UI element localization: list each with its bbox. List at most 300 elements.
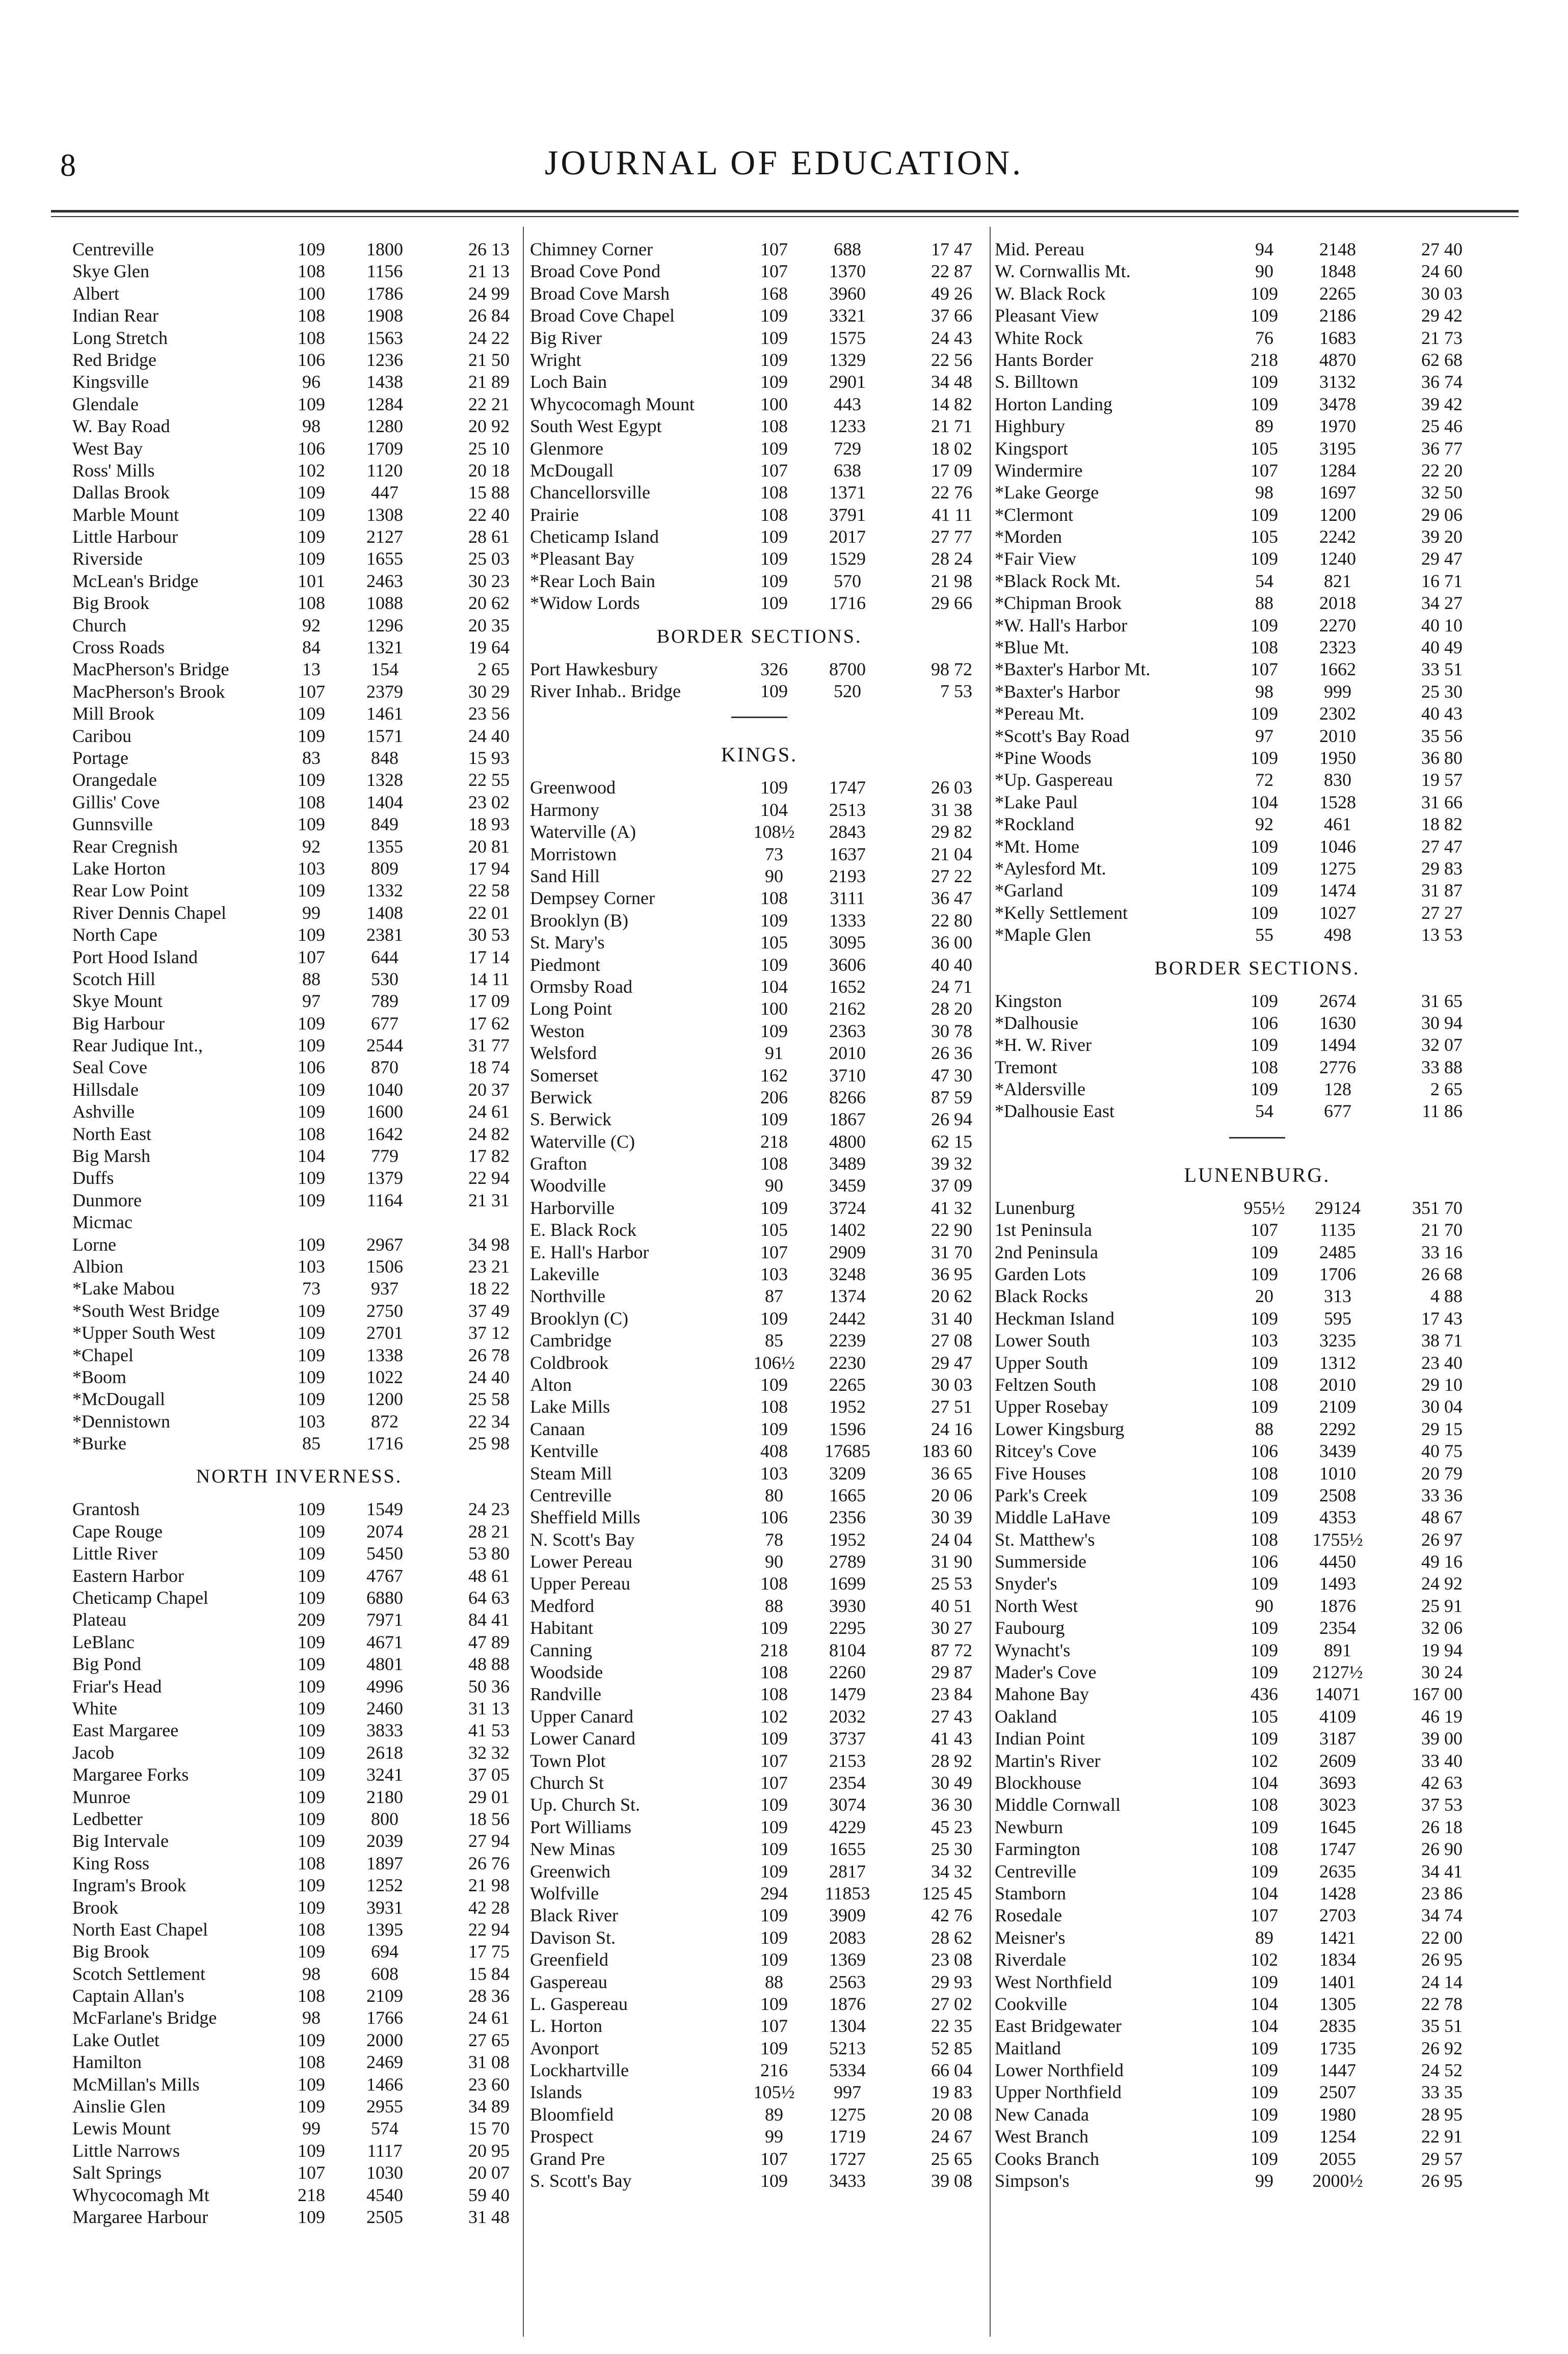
- assessment-value: 1022: [366, 1366, 403, 1387]
- table-row: [72, 1653, 526, 1675]
- assessment-value: 2148: [1319, 239, 1356, 259]
- acres-value: 107: [760, 1241, 788, 1262]
- section-name: *Baxter's Harbor Mt.: [995, 659, 1151, 680]
- acres-value: 101: [298, 570, 325, 591]
- acres-value: 109: [1251, 504, 1278, 525]
- table-row: [530, 998, 989, 1020]
- section-name: Upper South: [995, 1352, 1088, 1373]
- table-row: [72, 239, 526, 260]
- table-row: [72, 1676, 526, 1698]
- assessment-value: 688: [834, 239, 861, 259]
- assessment-value: 4450: [1319, 1551, 1356, 1572]
- amount-value: 36 65: [931, 1463, 972, 1484]
- acres-value: 105: [760, 932, 788, 953]
- section-name: East Margaree: [72, 1720, 179, 1741]
- amount-value: 26 92: [1421, 2038, 1463, 2058]
- table-row: [530, 2081, 989, 2103]
- acres-value: 109: [298, 1897, 325, 1918]
- assessment-value: 29124: [1315, 1197, 1361, 1218]
- table-row: [995, 769, 1520, 791]
- section-name: Cape Rouge: [72, 1521, 163, 1542]
- table-row: [72, 1278, 526, 1300]
- section-heading: LUNENBURG.: [1184, 1163, 1331, 1186]
- amount-value: 32 32: [468, 1742, 510, 1763]
- assessment-value: 2460: [366, 1698, 403, 1718]
- amount-value: 21 98: [931, 570, 972, 591]
- amount-value: 34 41: [1421, 1861, 1463, 1882]
- section-name: River Inhab.. Bridge: [530, 681, 681, 702]
- section-name: Lower Canard: [530, 1728, 635, 1749]
- amount-value: 20 62: [931, 1286, 972, 1307]
- amount-value: 28 20: [931, 998, 972, 1019]
- table-row: [995, 791, 1520, 813]
- amount-value: 48 88: [468, 1654, 510, 1675]
- acres-value: 109: [1251, 2104, 1278, 2125]
- section-name: Greenfield: [530, 1949, 608, 1970]
- acres-value: 106: [1251, 1551, 1278, 1572]
- amount-value: 14 11: [469, 968, 510, 989]
- acres-value: 88: [1255, 593, 1273, 614]
- section-name: McMillan's Mills: [72, 2074, 200, 2095]
- table-column-1: [72, 239, 526, 2228]
- acres-value: 109: [1251, 1573, 1278, 1594]
- section-name: Summerside: [995, 1551, 1086, 1572]
- table-row: [995, 1374, 1520, 1396]
- section-name: Greenwood: [530, 777, 616, 798]
- table-row: [995, 548, 1520, 570]
- table-row: [530, 1971, 989, 1993]
- assessment-value: 779: [371, 1146, 398, 1167]
- amount-value: 29 87: [931, 1662, 972, 1683]
- table-row: [530, 954, 989, 976]
- table-row: [72, 1056, 526, 1078]
- acres-value: 108: [1251, 1374, 1278, 1395]
- amount-value: 52 85: [931, 2038, 972, 2058]
- acres-value: 91: [765, 1043, 783, 1064]
- section-name: Welsford: [530, 1043, 597, 1064]
- section-name: Grantosh: [72, 1499, 140, 1520]
- amount-value: 30 49: [931, 1773, 972, 1793]
- assessment-value: 1834: [1319, 1949, 1356, 1970]
- assessment-value: 729: [834, 438, 861, 459]
- amount-value: 13 53: [1421, 924, 1463, 945]
- table-row: [995, 1949, 1520, 1971]
- section-name: Feltzen South: [995, 1374, 1096, 1395]
- section-name: Middle LaHave: [995, 1507, 1110, 1528]
- acres-value: 108: [760, 504, 788, 525]
- amount-value: 41 32: [931, 1197, 972, 1218]
- section-name: Indian Point: [995, 1728, 1085, 1749]
- assessment-value: 2635: [1319, 1861, 1356, 1882]
- assessment-value: 2363: [829, 1020, 866, 1041]
- assessment-value: 1200: [366, 1389, 403, 1410]
- table-row: [530, 371, 989, 393]
- column-divider: [990, 227, 991, 2337]
- amount-value: 18 02: [931, 438, 972, 459]
- table-row: [72, 1565, 526, 1587]
- assessment-value: 1494: [1319, 1035, 1356, 1055]
- table-row: [72, 2162, 526, 2184]
- section-name: McDougall: [530, 460, 614, 481]
- acres-value: 104: [1251, 1993, 1278, 2014]
- table-row: [995, 1440, 1520, 1462]
- section-name: Rear Judique Int.,: [72, 1035, 203, 1056]
- table-row: [995, 1396, 1520, 1418]
- section-name: N. Scott's Bay: [530, 1529, 635, 1550]
- amount-value: 36 77: [1421, 438, 1463, 459]
- assessment-value: 2843: [829, 822, 866, 842]
- assessment-value: 2270: [1319, 615, 1356, 636]
- table-row: [530, 1263, 989, 1285]
- acres-value: 108: [760, 1684, 788, 1705]
- page-number: 8: [60, 148, 76, 183]
- amount-value: 28 92: [931, 1750, 972, 1771]
- acres-value: 108: [760, 1662, 788, 1683]
- assessment-value: 17685: [825, 1441, 870, 1462]
- section-name: Martin's River: [995, 1750, 1101, 1771]
- assessment-value: 1379: [366, 1168, 403, 1188]
- assessment-value: 2302: [1319, 703, 1356, 724]
- acres-value: 78: [765, 1529, 783, 1550]
- section-name: *South West Bridge: [72, 1300, 220, 1321]
- amount-value: 62 68: [1421, 349, 1463, 370]
- table-row: [530, 865, 989, 887]
- table-row: [72, 526, 526, 548]
- assessment-value: 2000½: [1312, 2171, 1363, 2191]
- table-row: [530, 1463, 989, 1485]
- table-row: [72, 1941, 526, 1963]
- amount-value: 40 75: [1421, 1441, 1463, 1462]
- acres-value: 109: [760, 1197, 788, 1218]
- acres-value: 107: [298, 681, 325, 702]
- section-name: Lower South: [995, 1330, 1090, 1351]
- section-name: *Pleasant Bay: [530, 548, 634, 569]
- section-name: Highbury: [995, 416, 1065, 437]
- acres-value: 162: [760, 1065, 788, 1086]
- table-row: [995, 880, 1520, 902]
- table-row: [72, 438, 526, 460]
- acres-value: 104: [760, 799, 788, 820]
- acres-value: 109: [298, 548, 325, 569]
- section-name: Kingsport: [995, 438, 1068, 459]
- section-name: Gaspereau: [530, 1971, 607, 1992]
- acres-value: 109: [1251, 393, 1278, 414]
- table-row: [530, 438, 989, 460]
- assessment-value: 128: [1324, 1079, 1351, 1100]
- section-name: Ritcey's Cove: [995, 1441, 1097, 1462]
- amount-value: 29 82: [931, 822, 972, 842]
- section-name: St. Matthew's: [995, 1529, 1095, 1550]
- assessment-value: 3724: [829, 1197, 866, 1218]
- amount-value: 29 42: [1421, 305, 1463, 326]
- section-name: West Northfield: [995, 1971, 1112, 1992]
- amount-value: 37 66: [931, 305, 972, 326]
- amount-value: 29 15: [1421, 1418, 1463, 1439]
- acres-value: 108½: [753, 822, 795, 842]
- table-row: [995, 305, 1520, 327]
- amount-value: 21 31: [468, 1189, 510, 1210]
- table-row: [995, 1485, 1520, 1506]
- table-row: [995, 902, 1520, 924]
- acres-value: 109: [760, 1927, 788, 1948]
- acres-value: 408: [760, 1441, 788, 1462]
- assessment-value: 2242: [1319, 526, 1356, 547]
- section-name: Middle Cornwall: [995, 1794, 1121, 1815]
- amount-value: 20 62: [468, 593, 510, 614]
- acres-value: 109: [298, 1698, 325, 1718]
- acres-value: 109: [298, 1234, 325, 1255]
- table-row: [72, 1322, 526, 1344]
- acres-value: 98: [302, 416, 321, 437]
- assessment-value: 1329: [829, 349, 866, 370]
- amount-value: 26 95: [1421, 2171, 1463, 2191]
- table-row: [530, 1617, 989, 1639]
- table-row: [995, 1056, 1520, 1078]
- section-name: North East: [72, 1123, 151, 1144]
- table-row: [72, 791, 526, 813]
- section-name: *Dalhousie: [995, 1012, 1078, 1033]
- table-row: [530, 1993, 989, 2015]
- assessment-value: 3209: [829, 1463, 866, 1484]
- assessment-value: 1980: [1319, 2104, 1356, 2125]
- assessment-value: 2967: [366, 1234, 403, 1255]
- section-name: Hillsdale: [72, 1079, 139, 1100]
- table-row: [995, 482, 1520, 504]
- acres-value: 109: [1251, 1861, 1278, 1882]
- acres-value: 108: [1251, 1794, 1278, 1815]
- assessment-value: 2618: [366, 1742, 403, 1763]
- assessment-value: 1312: [1319, 1352, 1356, 1373]
- acres-value: 80: [765, 1485, 783, 1505]
- assessment-value: 3132: [1319, 372, 1356, 392]
- section-name: *Up. Gaspereau: [995, 770, 1113, 790]
- assessment-value: 6880: [366, 1588, 403, 1608]
- acres-value: 104: [1251, 2016, 1278, 2036]
- assessment-value: 2109: [366, 1986, 403, 2006]
- assessment-value: 4109: [1319, 1706, 1356, 1727]
- acres-value: 109: [298, 2074, 325, 2095]
- table-row: [530, 415, 989, 437]
- section-name: *Baxter's Harbor: [995, 681, 1120, 702]
- acres-value: 109: [298, 1189, 325, 1210]
- table-row: [995, 283, 1520, 305]
- section-name: Brooklyn (C): [530, 1308, 628, 1329]
- table-row: [72, 1742, 526, 1764]
- acres-value: 108: [298, 2052, 325, 2073]
- acres-value: 84: [302, 637, 321, 658]
- amount-value: 351 70: [1412, 1197, 1463, 1218]
- acres-value: 96: [302, 372, 321, 392]
- table-row: [72, 637, 526, 658]
- amount-value: 22 91: [1421, 2126, 1463, 2147]
- table-row: [530, 570, 989, 592]
- assessment-value: 1321: [366, 637, 403, 658]
- assessment-value: 461: [1324, 814, 1351, 835]
- acres-value: 92: [1255, 814, 1273, 835]
- section-name: Portage: [72, 747, 128, 768]
- section-name: Morristown: [530, 843, 617, 864]
- section-heading: KINGS.: [721, 743, 798, 766]
- assessment-value: 1571: [366, 725, 403, 746]
- table-row: [995, 1816, 1520, 1838]
- assessment-value: 1333: [829, 910, 866, 931]
- table-row: [530, 1883, 989, 1905]
- table-row: [530, 592, 989, 614]
- acres-value: 109: [760, 593, 788, 614]
- amount-value: 31 70: [931, 1241, 972, 1262]
- amount-value: 26 03: [931, 777, 972, 798]
- table-row: [530, 1927, 989, 1949]
- table-row: [530, 843, 989, 865]
- table-row: [72, 1498, 526, 1520]
- acres-value: 108: [298, 1986, 325, 2006]
- table-row: [995, 570, 1520, 592]
- section-name: 2nd Peninsula: [995, 1241, 1098, 1262]
- section-name: Hants Border: [995, 349, 1093, 370]
- assessment-value: 2039: [366, 1831, 403, 1852]
- assessment-value: 3235: [1319, 1330, 1356, 1351]
- acres-value: 108: [1251, 1056, 1278, 1077]
- amount-value: 37 49: [468, 1300, 510, 1321]
- section-name: Ormsby Road: [530, 976, 632, 997]
- table-row: [530, 1595, 989, 1617]
- section-name: *W. Hall's Harbor: [995, 615, 1128, 636]
- section-name: Cambridge: [530, 1330, 612, 1351]
- acres-value: 87: [765, 1286, 783, 1307]
- table-row: [72, 283, 526, 305]
- section-name: Northville: [530, 1286, 605, 1307]
- table-row: [995, 1241, 1520, 1263]
- table-row: [995, 1971, 1520, 1993]
- section-name: Lake Horton: [72, 858, 166, 879]
- table-row: [72, 592, 526, 614]
- table-row: [72, 1344, 526, 1366]
- table-row: [995, 2038, 1520, 2059]
- assessment-value: 1088: [366, 593, 403, 614]
- acres-value: 98: [302, 1963, 321, 1984]
- section-name: Windermire: [995, 460, 1083, 481]
- acres-value: 109: [1251, 880, 1278, 901]
- section-name: Big Marsh: [72, 1146, 150, 1167]
- assessment-value: 2817: [829, 1861, 866, 1882]
- amount-value: 24 82: [468, 1123, 510, 1144]
- amount-value: 26 84: [468, 305, 510, 326]
- assessment-value: 447: [371, 482, 398, 503]
- table-row: [72, 2007, 526, 2029]
- assessment-value: 1240: [1319, 548, 1356, 569]
- section-name: Cheticamp Chapel: [72, 1588, 208, 1608]
- assessment-value: 3693: [1319, 1773, 1356, 1793]
- acres-value: 107: [1251, 460, 1278, 481]
- acres-value: 109: [298, 1499, 325, 1520]
- amount-value: 17 09: [931, 460, 972, 481]
- assessment-value: 1747: [829, 777, 866, 798]
- table-row: [995, 1661, 1520, 1683]
- assessment-value: 3478: [1319, 393, 1356, 414]
- section-name: New Canada: [995, 2104, 1089, 2125]
- acres-value: 109: [760, 2038, 788, 2058]
- assessment-value: 2017: [829, 526, 866, 547]
- acres-value: 107: [760, 2148, 788, 2169]
- amount-value: 24 52: [1421, 2060, 1463, 2081]
- amount-value: 17 75: [468, 1941, 510, 1962]
- amount-value: 24 61: [468, 2007, 510, 2028]
- assessment-value: 1200: [1319, 504, 1356, 525]
- amount-value: 30 29: [468, 681, 510, 702]
- table-row: [72, 1897, 526, 1919]
- amount-value: 22 01: [468, 902, 510, 923]
- assessment-value: 8266: [829, 1087, 866, 1107]
- table-row: [530, 821, 989, 843]
- section-name: Scotch Hill: [72, 968, 155, 989]
- section-name: North West: [995, 1595, 1078, 1616]
- table-row: [530, 680, 989, 702]
- acres-value: 109: [298, 1521, 325, 1542]
- acres-value: 108: [298, 305, 325, 326]
- table-row: [530, 1330, 989, 1352]
- section-name: Kingsville: [72, 372, 149, 392]
- section-name: Little Narrows: [72, 2140, 180, 2161]
- amount-value: 32 06: [1421, 1618, 1463, 1638]
- assessment-value: 2127: [366, 526, 403, 547]
- table-row: [530, 2148, 989, 2170]
- acres-value: 109: [1251, 2082, 1278, 2103]
- amount-value: 36 80: [1421, 747, 1463, 768]
- section-name: Church: [72, 615, 126, 636]
- table-row: [72, 504, 526, 526]
- table-row: [72, 371, 526, 393]
- acres-value: 109: [298, 239, 325, 259]
- acres-value: 109: [298, 1013, 325, 1034]
- assessment-value: 1466: [366, 2074, 403, 2095]
- table-row: [72, 393, 526, 415]
- assessment-value: 11853: [825, 1883, 870, 1903]
- amount-value: 18 22: [468, 1278, 510, 1299]
- acres-value: 99: [302, 902, 321, 923]
- table-row: [72, 836, 526, 858]
- table-row: [72, 880, 526, 902]
- amount-value: 20 08: [931, 2104, 972, 2125]
- section-name: S. Scott's Bay: [530, 2171, 632, 2191]
- acres-value: 109: [1251, 615, 1278, 636]
- section-name: *Garland: [995, 880, 1063, 901]
- acres-value: 109: [298, 1786, 325, 1807]
- assessment-value: 800: [371, 1808, 398, 1829]
- assessment-value: 1952: [829, 1529, 866, 1550]
- amount-value: 183 60: [922, 1441, 972, 1462]
- acres-value: 107: [760, 460, 788, 481]
- acres-value: 106: [298, 349, 325, 370]
- assessment-value: 4870: [1319, 349, 1356, 370]
- section-name: Broad Cove Pond: [530, 261, 660, 282]
- amount-value: 31 08: [468, 2052, 510, 2073]
- assessment-value: 1970: [1319, 416, 1356, 437]
- amount-value: 25 30: [931, 1839, 972, 1860]
- section-name: *Clermont: [995, 504, 1073, 525]
- acres-value: 109: [1251, 1507, 1278, 1528]
- assessment-value: 1563: [366, 327, 403, 348]
- section-name: Long Stretch: [72, 327, 168, 348]
- assessment-value: 1479: [829, 1684, 866, 1705]
- section-name: Greenwich: [530, 1861, 610, 1882]
- acres-value: 97: [1255, 725, 1273, 746]
- assessment-value: 2901: [829, 372, 866, 392]
- acres-value: 109: [298, 1543, 325, 1564]
- acres-value: 109: [298, 1366, 325, 1387]
- table-row: [530, 1374, 989, 1396]
- assessment-value: 2010: [1319, 1374, 1356, 1395]
- acres-value: 106: [298, 438, 325, 459]
